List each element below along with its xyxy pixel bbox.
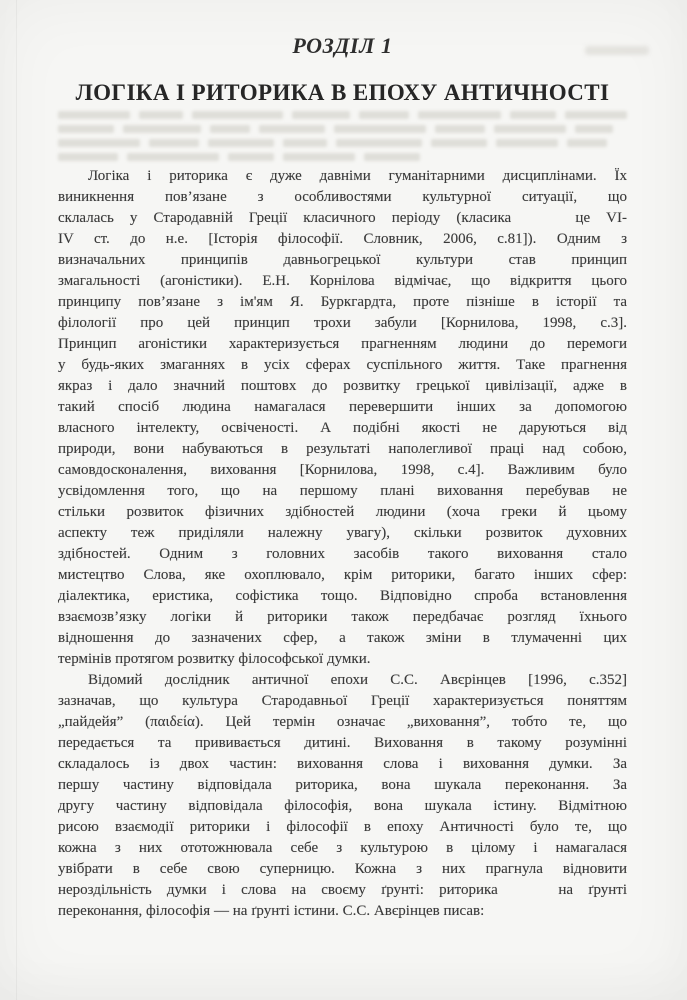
text-line: склалась у Стародавній Греції класичного періоду (класика це VI- bbox=[58, 210, 627, 226]
chapter-label: РОЗДІЛ 1 bbox=[292, 33, 393, 58]
text-line: змагальності (агоністики). Е.Н. Корнілова відмічає, що відкриття цього bbox=[58, 273, 627, 289]
bleedthrough-blob bbox=[364, 153, 420, 161]
bleedthrough-blob bbox=[149, 139, 199, 147]
bleedthrough-blob bbox=[283, 139, 327, 147]
bleedthrough-blob bbox=[192, 111, 284, 119]
text-line: першу частину відповідала риторика, вона шукала переконання. За bbox=[58, 777, 627, 793]
text-line: філології про цей принцип трохи забули [Корнилова, 1998, с.3]. bbox=[58, 315, 627, 331]
bleedthrough-blob bbox=[435, 125, 485, 133]
bleedthrough-blob bbox=[123, 125, 201, 133]
text-line: Відомий дослідник античної епохи С.С. Авєрінцев [1996, с.352] bbox=[88, 672, 627, 688]
bleedthrough-blob bbox=[418, 111, 502, 119]
text-line: визначальних принципів давньогрецької культури став принцип bbox=[58, 252, 627, 268]
text-line: IV ст. до н.е. [Історія філософії. Словник, 2006, с.81]). Одним з bbox=[58, 231, 627, 247]
text-line: усвідомлення того, що на першому плані виховання перебував не bbox=[58, 483, 627, 499]
text-line: увібрати в себе свою суперницю. Кожна з них прагнула відновити bbox=[58, 861, 627, 877]
text-line: відношення до зазначених сфер, а також зміни в тлумаченні цих bbox=[58, 630, 627, 646]
text-line: зазначав, що культура Стародавньої Греції характеризується поняттям bbox=[58, 693, 627, 709]
text-line: передається та прививається дитині. Виховання в такому розумінні bbox=[58, 735, 627, 751]
text-line: власного інтелекту, освіченості. А подібні якості не даруються від bbox=[58, 420, 627, 436]
text-line: Логіка і риторика є дуже давніми гуманітарними дисциплінами. Їх bbox=[88, 168, 627, 184]
text-line: переконання, філософія — на ґрунті істини. С.С. Авєрінцев писав: bbox=[58, 903, 485, 919]
text-line: такий спосіб людина намагалася перевершити інших за допомогою bbox=[58, 399, 627, 415]
text-line: аспекту теж приділяли належну увагу), скільки розвиток духовних bbox=[58, 525, 627, 541]
text-line: здібностей. Одним з головних засобів такого виховання стало bbox=[58, 546, 627, 562]
bleedthrough-blob bbox=[283, 153, 355, 161]
text-line: якраз і дало значний поштовх до розвитку грецької цивілізації, адже в bbox=[58, 378, 627, 394]
text-line: „пайдейя” (παιδεία). Цей термін означає „виховання”, тобто те, що bbox=[58, 714, 627, 730]
bleedthrough-blob bbox=[208, 139, 274, 147]
text-line: діалектика, еристика, софістика тощо. Відповідно спроба встановлення bbox=[58, 588, 627, 604]
bleedthrough-blob bbox=[210, 125, 250, 133]
bleedthrough-blob bbox=[494, 125, 566, 133]
text-line: термінів протягом розвитку філософської думки. bbox=[58, 651, 371, 667]
bleedthrough-blob bbox=[575, 125, 613, 133]
chapter-title: ЛОГІКА І РИТОРИКА В ЕПОХУ АНТИЧНОСТІ bbox=[75, 80, 610, 105]
bleedthrough-row bbox=[58, 125, 627, 133]
bleedthrough-blob bbox=[292, 111, 350, 119]
bleedthrough-text bbox=[58, 111, 627, 161]
paragraph bbox=[58, 166, 627, 670]
bleedthrough-blob bbox=[58, 111, 130, 119]
bleedthrough-blob bbox=[58, 125, 114, 133]
text-line: кожна з них ототожнювала себе з культурою в цілому і намагалася bbox=[58, 840, 627, 856]
text-line: рисою взаємодії риторики і філософії в епоху Античності було те, що bbox=[58, 819, 627, 835]
bleedthrough-blob bbox=[228, 153, 274, 161]
text-line: природи, вони набуваються в результаті наполегливої праці над собою, bbox=[58, 441, 627, 457]
bleedthrough-blob bbox=[58, 153, 118, 161]
text-line: другу частину відповідала філософія, вона шукала істину. Відмітною bbox=[58, 798, 627, 814]
text-line: складалось із двох частин: виховання слова і виховання думки. За bbox=[58, 756, 627, 772]
text-line: у будь-яких змаганнях в усіх сферах суспільного життя. Таке прагнення bbox=[58, 357, 627, 373]
bleedthrough-blob bbox=[565, 111, 627, 119]
bleedthrough-row bbox=[58, 139, 627, 147]
text-line: нероздільність думки і слова на своєму ґрунті: риторика на ґрунті bbox=[58, 882, 627, 898]
bleedthrough-blob bbox=[336, 139, 422, 147]
bleedthrough-blob bbox=[359, 111, 409, 119]
text-line: Принцип агоністики характеризується прагненням людини до перемоги bbox=[58, 336, 627, 352]
bleedthrough-row bbox=[58, 111, 627, 119]
text-line: принципу пов’язане з ім'ям Я. Буркгардта, проте пізніше в історії та bbox=[58, 294, 627, 310]
text-line: самовдосконалення, виховання [Корнилова, 1998, с.4]. Важливим було bbox=[58, 462, 627, 478]
text-line: виникнення пов’язане з особливостями культурної ситуації, що bbox=[58, 189, 627, 205]
bleedthrough-row bbox=[58, 153, 627, 161]
bleedthrough-blob bbox=[259, 125, 325, 133]
text-line: взаємозв’язку логіки й риторики також передбачає розгляд їхнього bbox=[58, 609, 627, 625]
bleedthrough-blob bbox=[334, 125, 426, 133]
text-line: стільки розвиток фізичних здібностей людини (хоча греки й цьому bbox=[58, 504, 627, 520]
page-content bbox=[58, 0, 627, 922]
bleedthrough-blob bbox=[431, 139, 487, 147]
bleedthrough-blob bbox=[567, 139, 607, 147]
bleedthrough-blob bbox=[510, 111, 556, 119]
bleedthrough-blob bbox=[139, 111, 183, 119]
bleedthrough-blob bbox=[127, 153, 219, 161]
bleedthrough-blob bbox=[58, 139, 140, 147]
body-text bbox=[58, 166, 627, 922]
scan-edge-line bbox=[16, 0, 17, 1000]
bleedthrough-blob bbox=[496, 139, 558, 147]
text-line: мистецтво Слова, яке охоплювало, крім риторики, багато інших сфер: bbox=[58, 567, 627, 583]
paragraph bbox=[58, 670, 627, 922]
